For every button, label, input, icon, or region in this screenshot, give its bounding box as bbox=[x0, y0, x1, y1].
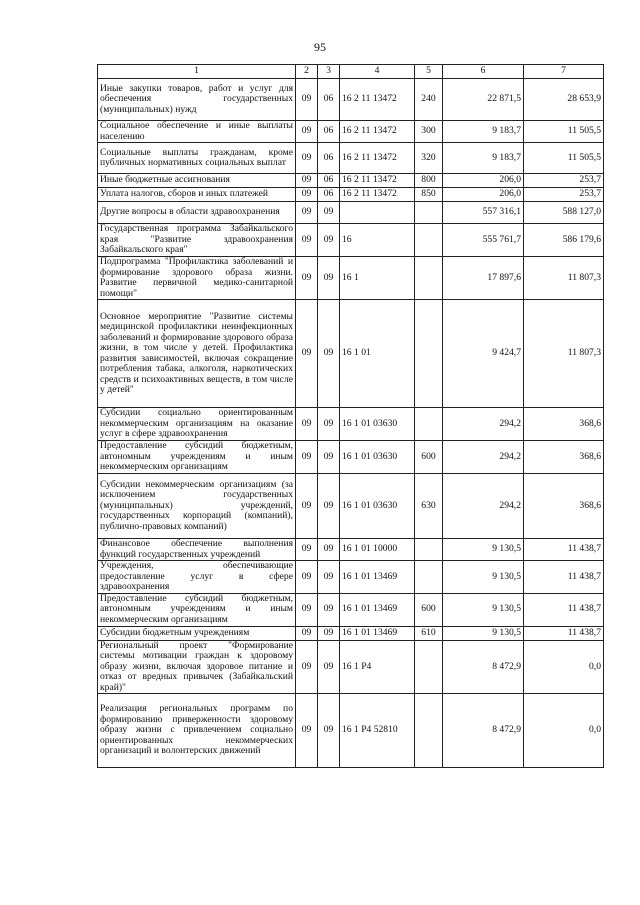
table-row bbox=[98, 143, 604, 174]
table-row bbox=[98, 408, 604, 441]
row-expense-type-cell bbox=[415, 257, 443, 300]
row-expense-type-cell: 610 bbox=[415, 626, 443, 640]
row-section-cell: 09 bbox=[296, 174, 318, 188]
row-subsection-cell: 09 bbox=[318, 224, 340, 257]
row-subsection-cell: 09 bbox=[318, 257, 340, 300]
table-row bbox=[98, 257, 604, 300]
row-amount-year2-cell: 0,0 bbox=[524, 694, 604, 768]
row-amount-year1-cell: 294,2 bbox=[443, 441, 524, 474]
row-amount-year2-cell: 586 179,6 bbox=[524, 224, 604, 257]
column-header: 5 bbox=[415, 65, 443, 79]
row-target-article-cell: 16 1 01 03630 bbox=[340, 441, 415, 474]
row-name-cell: Другие вопросы в области здравоохранения bbox=[98, 202, 296, 224]
row-target-article-cell: 16 1 P4 bbox=[340, 640, 415, 694]
row-name-cell: Государственная программа Забайкальского края "Развитие здравоохранения Забайкальского края" bbox=[98, 224, 296, 257]
row-amount-year2-cell: 11 438,7 bbox=[524, 561, 604, 594]
row-target-article-cell bbox=[340, 202, 415, 224]
table-row bbox=[98, 300, 604, 408]
column-header: 4 bbox=[340, 65, 415, 79]
row-name-cell: Субсидии бюджетным учреждениям bbox=[98, 626, 296, 640]
row-target-article-cell: 16 2 11 13472 bbox=[340, 174, 415, 188]
row-expense-type-cell: 240 bbox=[415, 79, 443, 121]
row-name-cell: Социальное обеспечение и иные выплаты населению bbox=[98, 121, 296, 143]
row-target-article-cell: 16 1 P4 52810 bbox=[340, 694, 415, 768]
row-subsection-cell: 06 bbox=[318, 79, 340, 121]
row-amount-year1-cell: 9 130,5 bbox=[443, 539, 524, 561]
row-subsection-cell: 09 bbox=[318, 202, 340, 224]
row-amount-year1-cell: 206,0 bbox=[443, 188, 524, 202]
row-amount-year1-cell: 9 130,5 bbox=[443, 593, 524, 626]
row-name-cell: Учреждения, обеспечивающие предоставление услуг в сфере здравоохранения bbox=[98, 561, 296, 594]
row-section-cell: 09 bbox=[296, 79, 318, 121]
row-target-article-cell: 16 1 01 03630 bbox=[340, 474, 415, 539]
row-name-cell: Иные закупки товаров, работ и услуг для обеспечения государственных (муниципальных) нужд bbox=[98, 79, 296, 121]
row-target-article-cell: 16 1 bbox=[340, 257, 415, 300]
row-name-cell: Предоставление субсидий бюджетным, автономным учреждениям и иным некоммерческим организациям bbox=[98, 441, 296, 474]
row-subsection-cell: 09 bbox=[318, 694, 340, 768]
row-amount-year2-cell: 253,7 bbox=[524, 174, 604, 188]
column-header: 6 bbox=[443, 65, 524, 79]
row-section-cell: 09 bbox=[296, 474, 318, 539]
row-amount-year1-cell: 206,0 bbox=[443, 174, 524, 188]
row-subsection-cell: 06 bbox=[318, 121, 340, 143]
row-section-cell: 09 bbox=[296, 121, 318, 143]
row-name-cell: Иные бюджетные ассигнования bbox=[98, 174, 296, 188]
row-name-cell: Подпрограмма "Профилактика заболеваний и формирование здорового образа жизни. Развитие первичной медико-санитарной помощи" bbox=[98, 257, 296, 300]
row-amount-year2-cell: 28 653,9 bbox=[524, 79, 604, 121]
table-row bbox=[98, 121, 604, 143]
row-section-cell: 09 bbox=[296, 188, 318, 202]
table-row bbox=[98, 640, 604, 694]
row-amount-year1-cell: 9 183,7 bbox=[443, 143, 524, 174]
row-name-cell: Предоставление субсидий бюджетным, автономным учреждениям и иным некоммерческим организациям bbox=[98, 593, 296, 626]
row-section-cell: 09 bbox=[296, 143, 318, 174]
row-subsection-cell: 09 bbox=[318, 626, 340, 640]
row-target-article-cell: 16 1 01 13469 bbox=[340, 561, 415, 594]
table-row bbox=[98, 561, 604, 594]
row-subsection-cell: 09 bbox=[318, 539, 340, 561]
row-target-article-cell: 16 2 11 13472 bbox=[340, 121, 415, 143]
row-expense-type-cell bbox=[415, 561, 443, 594]
table-row bbox=[98, 188, 604, 202]
row-amount-year1-cell: 294,2 bbox=[443, 474, 524, 539]
table-row bbox=[98, 474, 604, 539]
table-row bbox=[98, 593, 604, 626]
row-expense-type-cell bbox=[415, 300, 443, 408]
row-amount-year1-cell: 8 472,9 bbox=[443, 640, 524, 694]
row-subsection-cell: 09 bbox=[318, 593, 340, 626]
row-target-article-cell: 16 1 01 10000 bbox=[340, 539, 415, 561]
row-expense-type-cell bbox=[415, 694, 443, 768]
row-amount-year2-cell: 0,0 bbox=[524, 640, 604, 694]
row-name-cell: Социальные выплаты гражданам, кроме публичных нормативных социальных выплат bbox=[98, 143, 296, 174]
row-section-cell: 09 bbox=[296, 694, 318, 768]
row-name-cell: Реализация региональных программ по формированию приверженности здоровому образу жизни с привлечением социально ориентированных некоммерческих организаций и волонтерских движений bbox=[98, 694, 296, 768]
table-row bbox=[98, 626, 604, 640]
table-row bbox=[98, 224, 604, 257]
row-amount-year1-cell: 22 871,5 bbox=[443, 79, 524, 121]
row-amount-year1-cell: 9 130,5 bbox=[443, 626, 524, 640]
row-section-cell: 09 bbox=[296, 593, 318, 626]
row-target-article-cell: 16 2 11 13472 bbox=[340, 143, 415, 174]
row-expense-type-cell: 630 bbox=[415, 474, 443, 539]
row-expense-type-cell bbox=[415, 202, 443, 224]
row-name-cell: Региональный проект "Формирование системы мотивации граждан к здоровому образу жизни, включая здоровое питание и отказ от вредных привычек (Забайкальский край)" bbox=[98, 640, 296, 694]
row-section-cell: 09 bbox=[296, 561, 318, 594]
row-subsection-cell: 06 bbox=[318, 143, 340, 174]
table-row bbox=[98, 202, 604, 224]
column-header: 3 bbox=[318, 65, 340, 79]
table-header-row bbox=[98, 65, 604, 79]
row-name-cell: Основное мероприятие "Развитие системы медицинской профилактики неинфекционных заболеваний и формирование здорового образа жизни, в том числе у детей. Профилактика развития зависимостей, включая сокращение потребления табака, алкоголя, наркотических средств и психоактивных веществ, в том числе у детей" bbox=[98, 300, 296, 408]
row-expense-type-cell bbox=[415, 408, 443, 441]
row-section-cell: 09 bbox=[296, 202, 318, 224]
row-subsection-cell: 09 bbox=[318, 561, 340, 594]
row-target-article-cell: 16 1 01 bbox=[340, 300, 415, 408]
budget-table bbox=[97, 64, 604, 768]
row-section-cell: 09 bbox=[296, 300, 318, 408]
row-subsection-cell: 06 bbox=[318, 174, 340, 188]
row-name-cell: Уплата налогов, сборов и иных платежей bbox=[98, 188, 296, 202]
row-section-cell: 09 bbox=[296, 257, 318, 300]
table-row bbox=[98, 539, 604, 561]
row-amount-year1-cell: 8 472,9 bbox=[443, 694, 524, 768]
table-row bbox=[98, 694, 604, 768]
column-header: 2 bbox=[296, 65, 318, 79]
table-row bbox=[98, 441, 604, 474]
row-expense-type-cell: 320 bbox=[415, 143, 443, 174]
row-amount-year1-cell: 294,2 bbox=[443, 408, 524, 441]
column-header: 7 bbox=[524, 65, 604, 79]
row-subsection-cell: 09 bbox=[318, 640, 340, 694]
row-subsection-cell: 09 bbox=[318, 408, 340, 441]
row-section-cell: 09 bbox=[296, 640, 318, 694]
row-subsection-cell: 09 bbox=[318, 441, 340, 474]
row-amount-year1-cell: 555 761,7 bbox=[443, 224, 524, 257]
row-amount-year2-cell: 588 127,0 bbox=[524, 202, 604, 224]
row-expense-type-cell: 850 bbox=[415, 188, 443, 202]
row-amount-year1-cell: 9 183,7 bbox=[443, 121, 524, 143]
row-amount-year2-cell: 11 438,7 bbox=[524, 626, 604, 640]
row-amount-year2-cell: 368,6 bbox=[524, 474, 604, 539]
row-expense-type-cell: 600 bbox=[415, 441, 443, 474]
table-row bbox=[98, 79, 604, 121]
row-amount-year2-cell: 11 807,3 bbox=[524, 300, 604, 408]
row-amount-year2-cell: 11 505,5 bbox=[524, 143, 604, 174]
row-section-cell: 09 bbox=[296, 441, 318, 474]
row-amount-year2-cell: 253,7 bbox=[524, 188, 604, 202]
row-section-cell: 09 bbox=[296, 408, 318, 441]
row-expense-type-cell: 800 bbox=[415, 174, 443, 188]
table-row bbox=[98, 174, 604, 188]
row-target-article-cell: 16 1 01 13469 bbox=[340, 626, 415, 640]
column-header: 1 bbox=[98, 65, 296, 79]
row-expense-type-cell bbox=[415, 640, 443, 694]
row-target-article-cell: 16 2 11 13472 bbox=[340, 188, 415, 202]
row-name-cell: Субсидии некоммерческим организациям (за исключением государственных (муниципальных) учреждений, государственных корпораций (компаний), публично-правовых компаний) bbox=[98, 474, 296, 539]
row-amount-year2-cell: 368,6 bbox=[524, 441, 604, 474]
row-amount-year1-cell: 9 130,5 bbox=[443, 561, 524, 594]
row-section-cell: 09 bbox=[296, 224, 318, 257]
row-section-cell: 09 bbox=[296, 539, 318, 561]
row-subsection-cell: 06 bbox=[318, 188, 340, 202]
row-amount-year1-cell: 557 316,1 bbox=[443, 202, 524, 224]
page-number: 95 bbox=[314, 40, 326, 54]
row-amount-year2-cell: 11 505,5 bbox=[524, 121, 604, 143]
row-name-cell: Финансовое обеспечение выполнения функций государственных учреждений bbox=[98, 539, 296, 561]
row-section-cell: 09 bbox=[296, 626, 318, 640]
row-expense-type-cell bbox=[415, 224, 443, 257]
row-expense-type-cell: 600 bbox=[415, 593, 443, 626]
row-amount-year2-cell: 11 438,7 bbox=[524, 539, 604, 561]
row-expense-type-cell bbox=[415, 539, 443, 561]
row-target-article-cell: 16 2 11 13472 bbox=[340, 79, 415, 121]
row-amount-year2-cell: 368,6 bbox=[524, 408, 604, 441]
row-target-article-cell: 16 1 01 03630 bbox=[340, 408, 415, 441]
row-amount-year2-cell: 11 438,7 bbox=[524, 593, 604, 626]
row-subsection-cell: 09 bbox=[318, 474, 340, 539]
row-name-cell: Субсидии социально ориентированным некоммерческим организациям на оказание услуг в сфере здравоохранения bbox=[98, 408, 296, 441]
row-amount-year2-cell: 11 807,3 bbox=[524, 257, 604, 300]
row-amount-year1-cell: 17 897,6 bbox=[443, 257, 524, 300]
row-amount-year1-cell: 9 424,7 bbox=[443, 300, 524, 408]
row-expense-type-cell: 300 bbox=[415, 121, 443, 143]
row-target-article-cell: 16 1 01 13469 bbox=[340, 593, 415, 626]
row-subsection-cell: 09 bbox=[318, 300, 340, 408]
row-target-article-cell: 16 bbox=[340, 224, 415, 257]
